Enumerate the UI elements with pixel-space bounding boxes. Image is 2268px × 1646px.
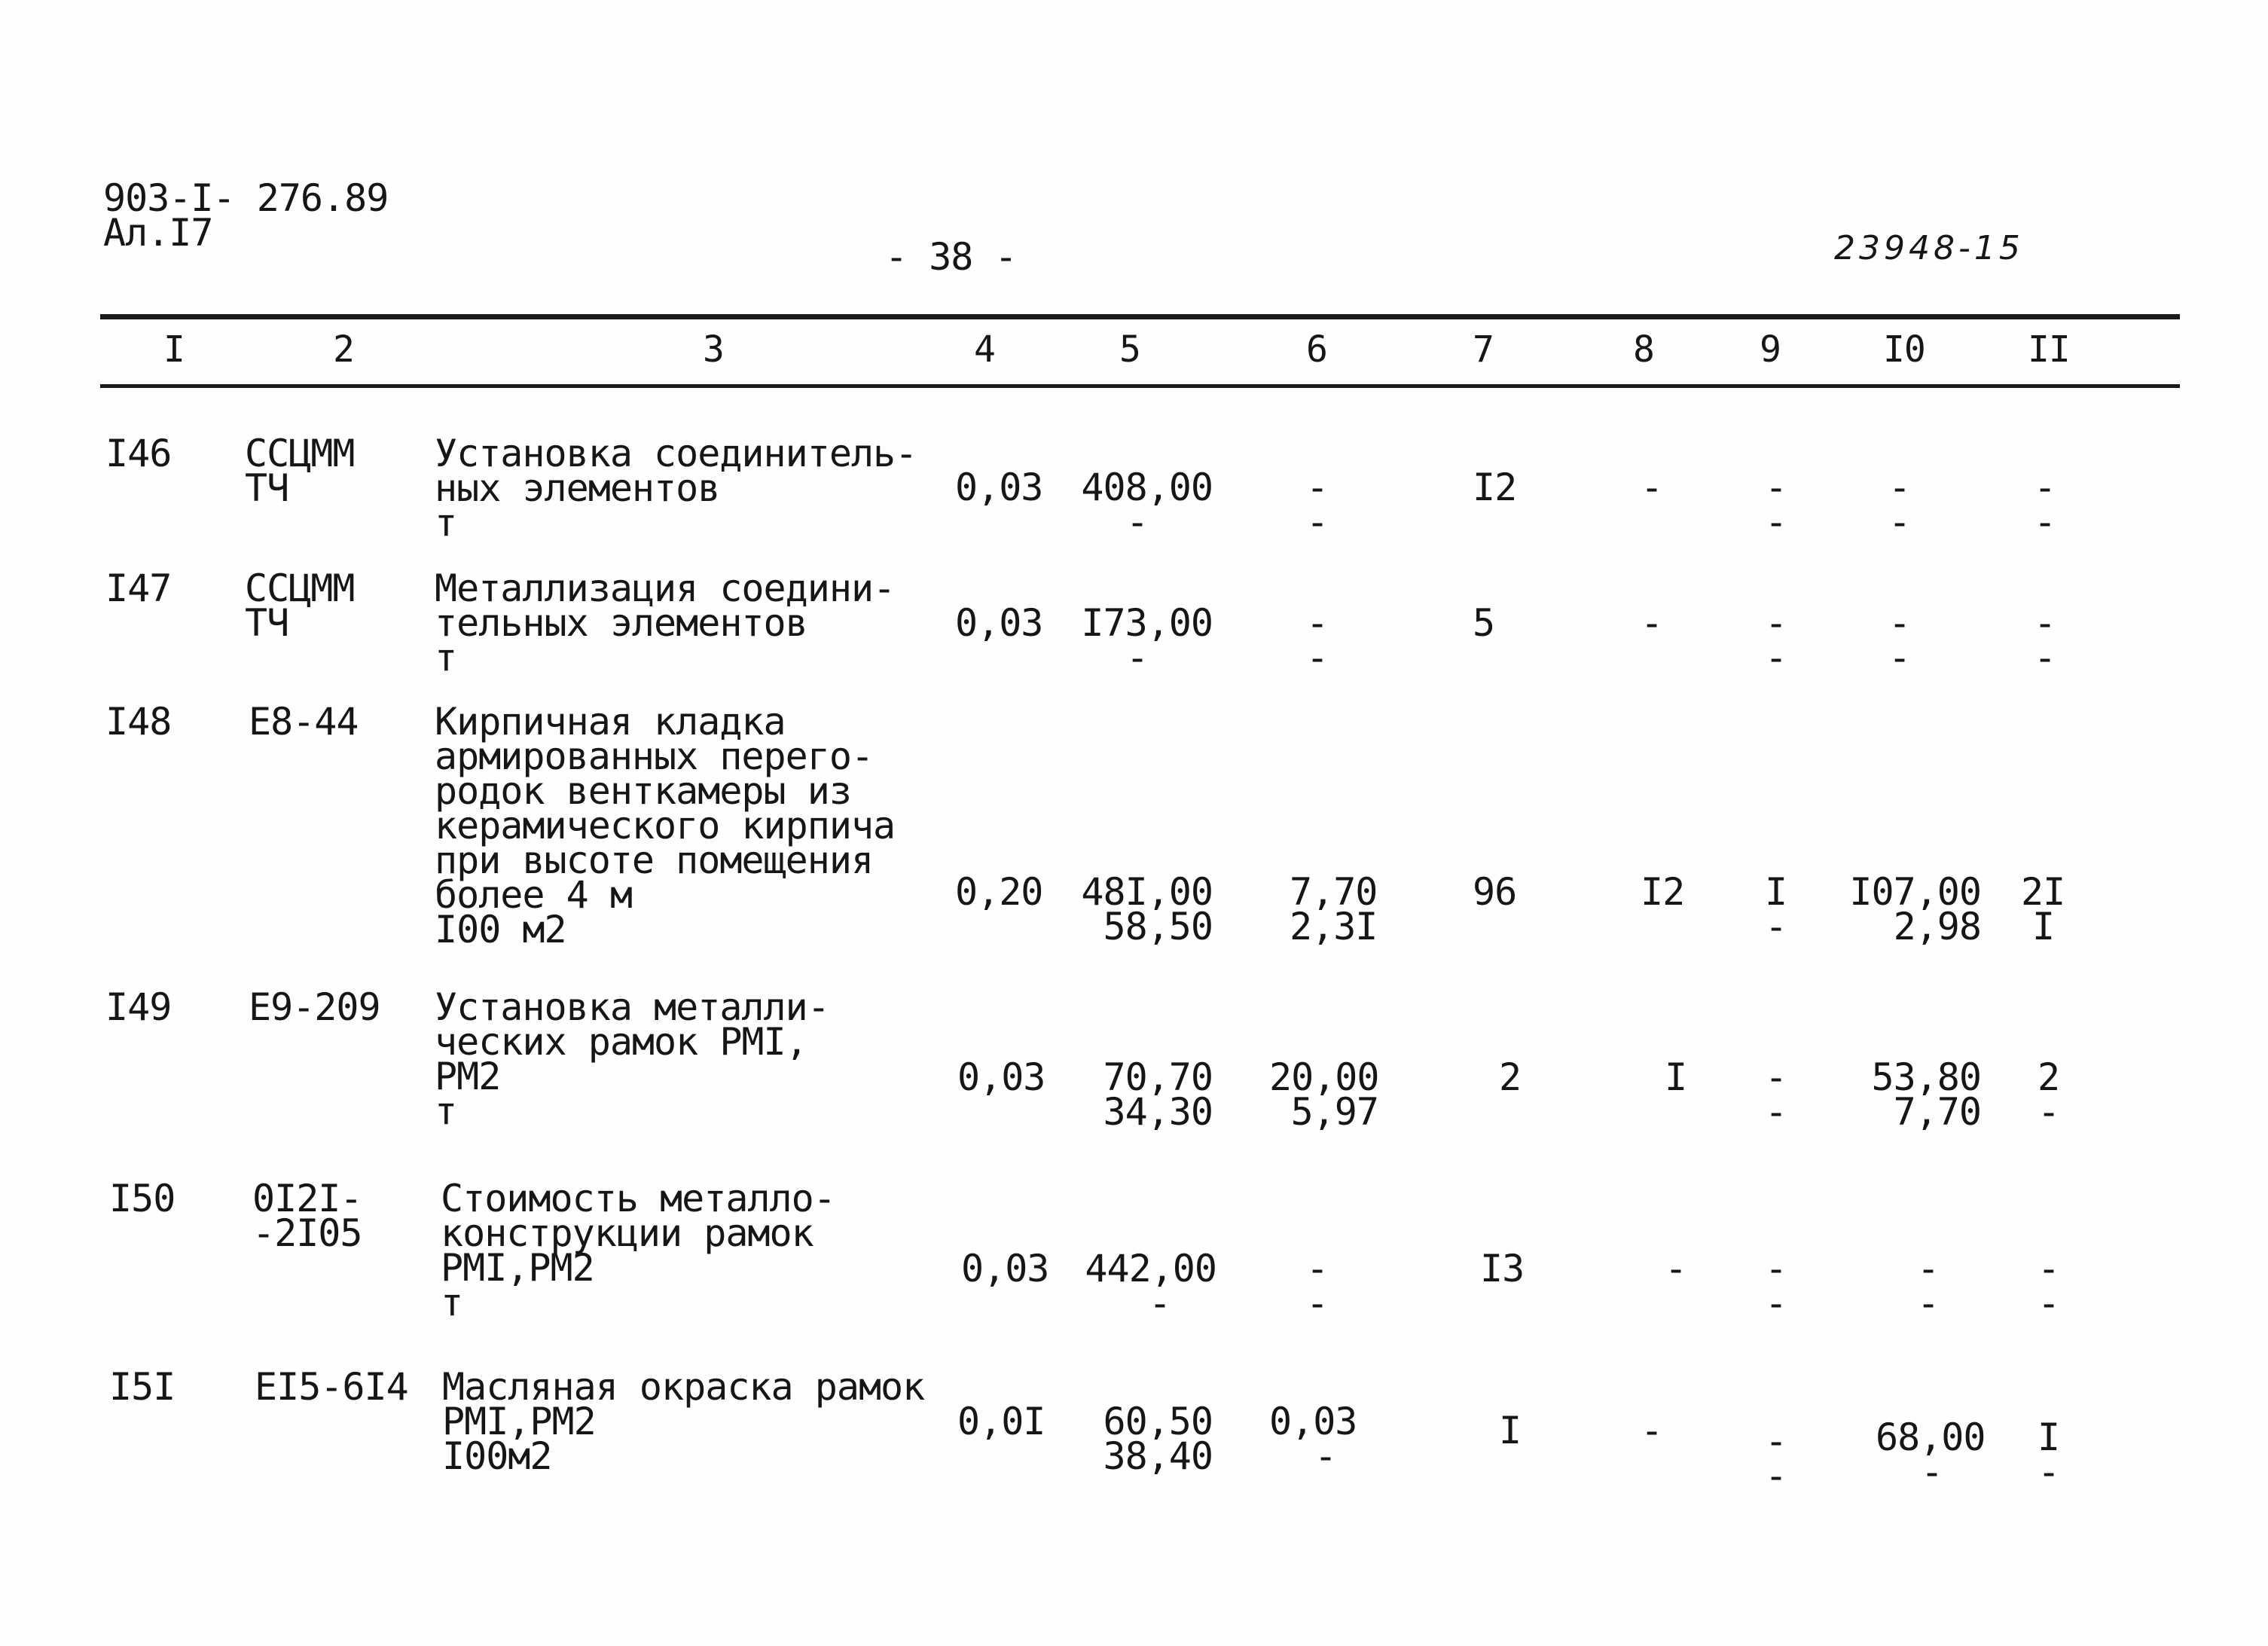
norm-code: ЕI5-6I4 xyxy=(255,1365,408,1409)
work-description: Кирпичная кладка армированных перего- родок венткамеры из керамического кирпича при высоте помещения более 4 м I00 м2 xyxy=(435,700,896,951)
row-number: I49 xyxy=(105,985,172,1029)
col-header: 4 xyxy=(974,328,995,371)
cell-col8: - xyxy=(1641,601,1663,645)
cell-col10: - - xyxy=(1917,1247,1940,1325)
cell-col8: - xyxy=(1641,466,1663,509)
col-header: II xyxy=(2028,328,2070,371)
cell-col10: - - xyxy=(1888,601,1911,679)
page-number: - 38 - xyxy=(885,235,1017,279)
col-header: 6 xyxy=(1306,328,1327,371)
cell-col7: 5 xyxy=(1473,601,1495,645)
cell-col9: - - xyxy=(1765,466,1787,544)
cell-col8: I2 xyxy=(1641,870,1685,914)
cell-col5: 442,00 - xyxy=(1085,1247,1216,1325)
stamp-number: 23948-15 xyxy=(1834,229,2024,267)
cell-col6: - - xyxy=(1306,1247,1329,1325)
cell-col11: 2I I xyxy=(2021,870,2065,948)
cell-col9: - - xyxy=(1765,601,1787,679)
cell-col11: I - xyxy=(2038,1415,2060,1494)
table-top-rule xyxy=(100,314,2180,319)
col-header: I0 xyxy=(1883,328,1925,371)
cell-col4: 0,0I xyxy=(957,1400,1045,1443)
row-number: I5I xyxy=(109,1365,176,1409)
cell-col10: 53,80 7,70 xyxy=(1871,1055,1981,1134)
cell-col11: - - xyxy=(2034,601,2056,679)
col-header: 8 xyxy=(1633,328,1654,371)
cell-col5: 408,00 - xyxy=(1081,466,1213,544)
sheet-label: Ал.I7 xyxy=(103,211,213,255)
cell-col6: - - xyxy=(1306,466,1329,544)
cell-col6: 7,70 2,3I xyxy=(1290,870,1378,948)
cell-col5: 60,50 38,40 xyxy=(1103,1400,1213,1478)
cell-col9: - - xyxy=(1765,1055,1787,1134)
cell-col10: - - xyxy=(1888,466,1911,544)
cell-col7: I xyxy=(1499,1409,1522,1452)
cell-col4: 0,03 xyxy=(957,1055,1045,1099)
cell-col7: 2 xyxy=(1499,1055,1522,1099)
cell-col5: I73,00 - xyxy=(1081,601,1213,679)
col-header: 9 xyxy=(1760,328,1781,371)
cell-col10: 68,00 - xyxy=(1876,1415,1986,1494)
cell-col10: I07,00 2,98 xyxy=(1849,870,1981,948)
norm-code: Е8-44 xyxy=(249,700,359,744)
cell-col11: - - xyxy=(2034,466,2056,544)
row-number: I50 xyxy=(109,1177,176,1220)
work-description: Масляная окраска рамок РМI,РМ2 I00м2 xyxy=(442,1365,925,1478)
work-description: Металлизация соедини- тельных элементов т xyxy=(435,566,896,679)
col-header: 5 xyxy=(1119,328,1140,371)
norm-code: 0I2I- -2I05 xyxy=(252,1177,362,1255)
cell-col9: - - xyxy=(1765,1419,1787,1498)
cell-col9: - - xyxy=(1765,1247,1787,1325)
cell-col7: 96 xyxy=(1473,870,1517,914)
col-header: I xyxy=(163,328,185,371)
cell-col6: - - xyxy=(1306,601,1329,679)
header-bottom-rule xyxy=(100,384,2180,388)
norm-code: ССЦММ ТЧ xyxy=(245,566,355,645)
cell-col6: 20,00 5,97 xyxy=(1269,1055,1379,1134)
cell-col5: 70,70 34,30 xyxy=(1103,1055,1213,1134)
doc-code: 903-I- 276.89 xyxy=(103,176,389,220)
col-header: 2 xyxy=(333,328,354,371)
norm-code: ССЦММ ТЧ xyxy=(245,432,355,510)
cell-col8: - xyxy=(1641,1409,1663,1452)
cell-col4: 0,03 xyxy=(961,1247,1049,1290)
cell-col5: 48I,00 58,50 xyxy=(1081,870,1213,948)
row-number: I46 xyxy=(105,432,172,475)
work-description: Установка металли- ческих рамок РМI, РМ2 т xyxy=(435,985,829,1133)
row-number: I47 xyxy=(105,566,172,610)
work-description: Стоимость металло- конструкции рамок РМI,РМ2 т xyxy=(441,1177,835,1324)
cell-col4: 0,03 xyxy=(955,601,1043,645)
row-number: I48 xyxy=(105,700,172,744)
cell-col9: I - xyxy=(1765,870,1787,948)
cell-col11: 2 - xyxy=(2038,1055,2060,1134)
cell-col8: I xyxy=(1665,1055,1687,1099)
cell-col7: I3 xyxy=(1480,1247,1525,1290)
cell-col6: 0,03 - xyxy=(1269,1400,1357,1478)
cell-col11: - - xyxy=(2038,1247,2060,1325)
col-header: 3 xyxy=(703,328,724,371)
cell-col4: 0,20 xyxy=(955,870,1043,914)
work-description: Установка соединитель- ных элементов т xyxy=(435,432,917,545)
cell-col8: - xyxy=(1665,1247,1687,1290)
norm-code: Е9-209 xyxy=(249,985,380,1029)
col-header: 7 xyxy=(1473,328,1494,371)
cell-col7: I2 xyxy=(1473,466,1517,509)
cell-col4: 0,03 xyxy=(955,466,1043,509)
